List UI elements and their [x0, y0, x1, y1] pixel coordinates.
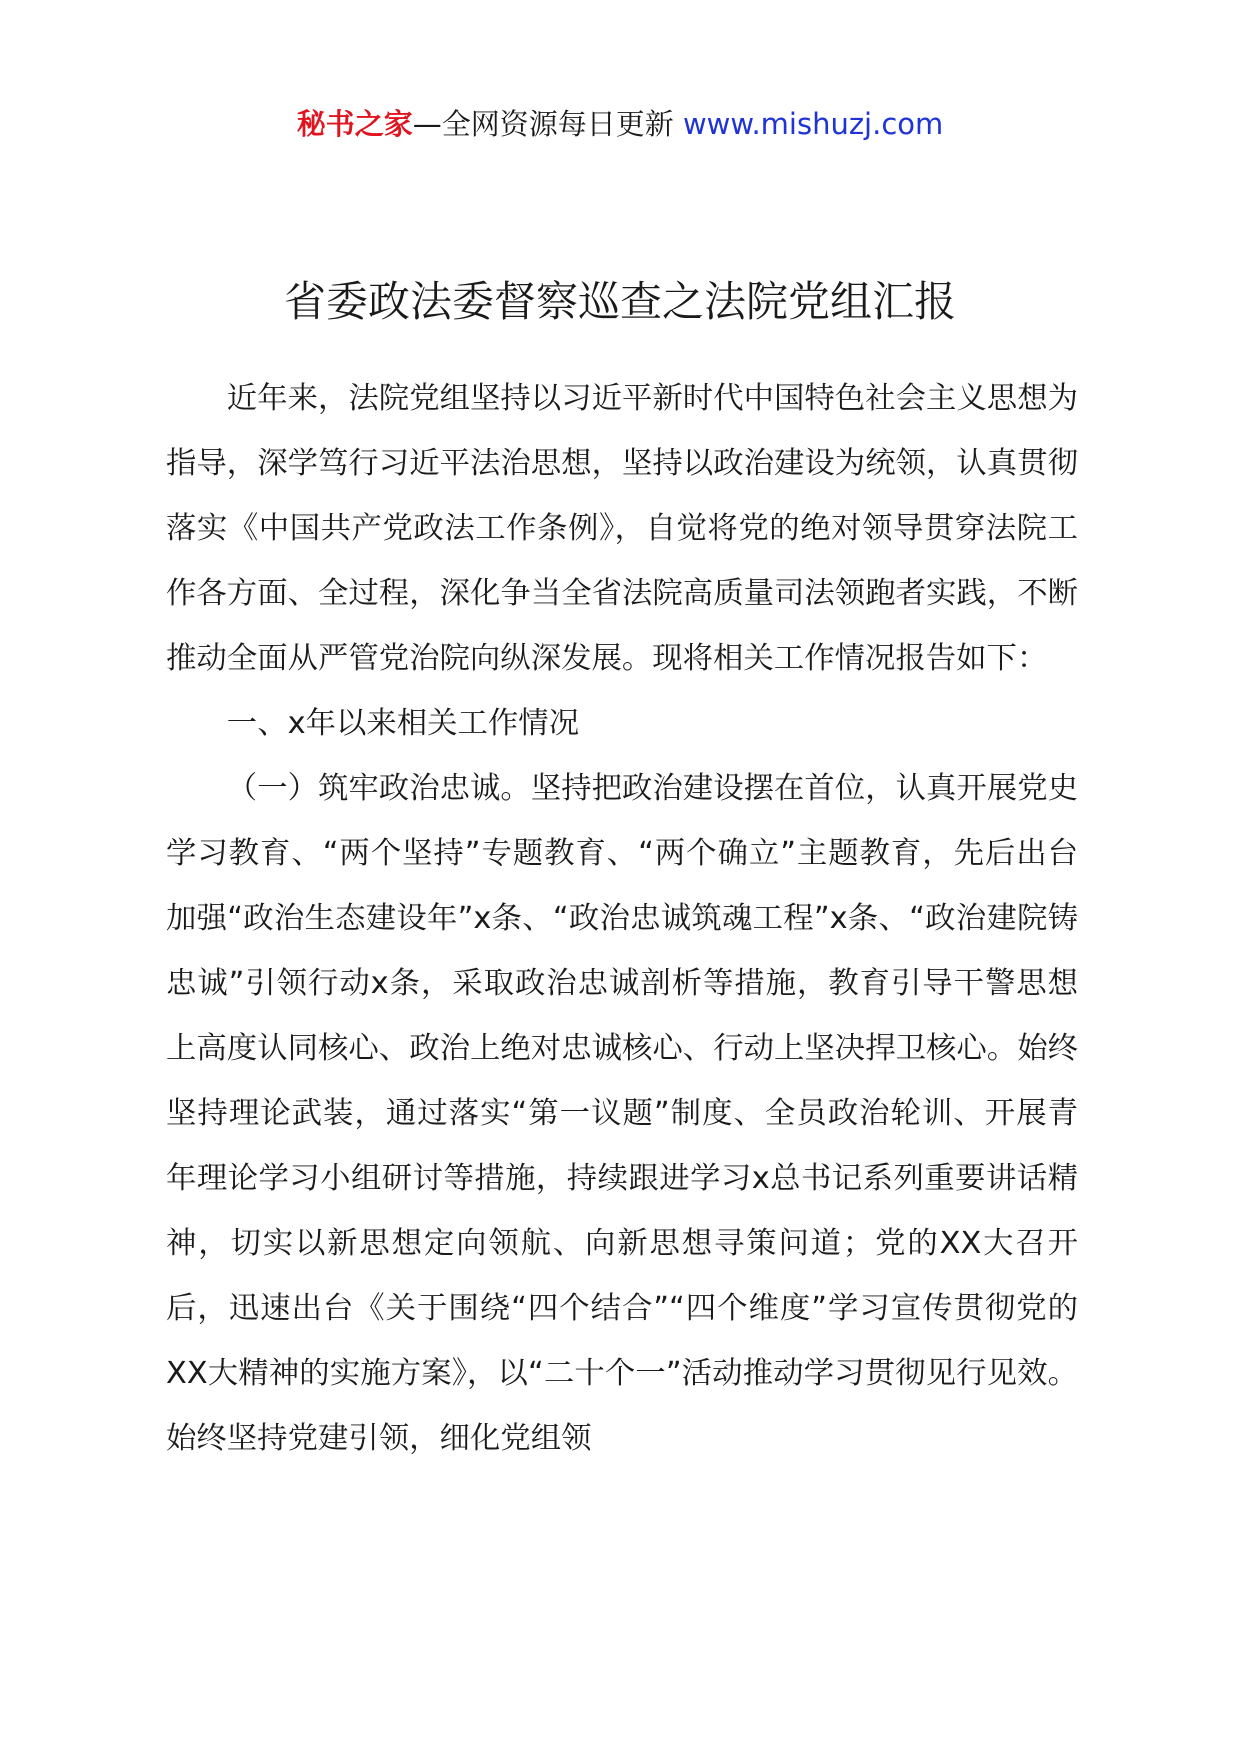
- site-url-link[interactable]: www.mishuzj.com: [682, 107, 944, 141]
- site-header: [0, 100, 1240, 148]
- document-body: [166, 366, 1078, 1471]
- document-title: 省委政法委督察巡查之法院党组汇报: [283, 277, 956, 326]
- intro-paragraph: 近年来，法院党组坚持以习近平新时代中国特色社会主义思想为指导，深学笃行习近平法治思想，坚持以政治建设为统领，认真贯彻落实《中国共产党政法工作条例》，自觉将党的绝对领导贯穿法院工作各方面、全过程，深化争当全省法院高质量司法领跑者实践，不断推动全面从严管党治院向纵深发展。现将相关工作情况报告如下：: [166, 381, 1078, 676]
- site-tagline: —全网资源每日更新: [412, 107, 683, 141]
- section-heading: 一、x年以来相关工作情况: [226, 706, 580, 741]
- site-brand: 秘书之家: [296, 107, 413, 141]
- subsection-paragraph: （一）筑牢政治忠诚。坚持把政治建设摆在首位，认真开展党史学习教育、“两个坚持”专题教育、“两个确立”主题教育，先后出台加强“政治生态建设年”x条、“政治忠诚筑魂工程”x条、“政治建院铸忠诚”引领行动x条，采取政治忠诚剖析等措施，教育引导干警思想上高度认同核心、政治上绝对忠诚核心、行动上坚决捍卫核心。始终坚持理论武装，通过落实“第一议题”制度、全员政治轮训、开展青年理论学习小组研讨等措施，持续跟进学习x总书记系列重要讲话精神，切实以新思想定向领航、向新思想寻策问道；党的XX大召开后，迅速出台《关于围绕“四个结合”“四个维度”学习宣传贯彻党的XX大精神的实施方案》，以“二十个一”活动推动学习贯彻见行见效。始终坚持党建引领，细化党组领: [166, 771, 1078, 1456]
